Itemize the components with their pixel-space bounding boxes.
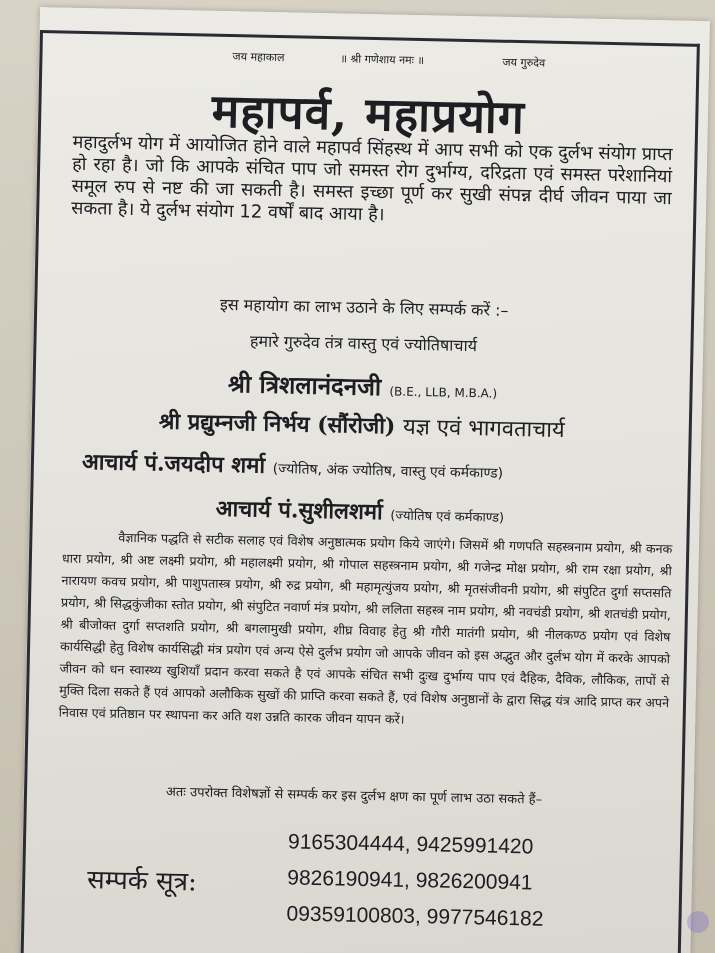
poster-title: महापर्व, महाप्रयोग [211,83,526,145]
contact-prompt: इस महायोग का लाभ उठाने के लिए सम्पर्क करें :– [219,294,509,320]
intro-paragraph: महादुर्लभ योग में आयोजित होने वाले महापर्व सिंहस्थ में आप सभी को एक दुर्लभ संयोग प्राप्त हो रहा है। जो कि आपके संचित पाप जो समस्त रोग दुर्भाग्य, दरिद्रता एवं समस्त परेशानियां समूल रुप से नष्ट की जा सकती है। समस्त इच्छा पूर्ण कर सुखी संपन्न दीर्घ जीवन पाया जा सकता है। ये दुर्लभ संयोग 12 वर्षों बाद आया है। [71,131,673,226]
header-left: जय महाकाल [232,50,285,65]
header-row [43,45,697,70]
phone-numbers [286,824,545,937]
person-3-name: आचार्य पं.जयदीप शर्मा [81,448,266,479]
person-4-name: आचार्य पं.सुशीलशर्मा [215,495,384,526]
services-paragraph [58,526,672,737]
person-1-name: श्री त्रिशलानंदनजी [227,369,382,402]
header-right: जय गुरुदेव [502,55,546,70]
header-center: ॥ श्री गणेशाय नमः ॥ [340,52,425,68]
guru-line: हमारे गुरुदेव तंत्र वास्तु एवं ज्योतिषाचार्य [249,331,478,356]
services-text: वैज्ञानिक पद्धति से सटीक सलाह एवं विशेष अनुष्ठात्मक प्रयोग किये जाएंगे। जिसमें श्री गणपति सहस्त्रनाम प्रयोग, श्री कनक धारा प्रयोग, श्री अष्ट लक्ष्मी प्रयोग, श्री महालक्ष्मी प्रयोग, श्री गोपाल सहस्त्रनाम प्रयोग, श्री गजेन्द्र मोक्ष प्रयोग, श्री राम रक्षा प्रयोग, श्री नारायण कवच प्रयोग, श्री पाशुपतास्त्र प्रयोग, श्री रुद्र प्रयोग, श्री महामृत्युंजय प्रयोग, श्री मृतसंजीवनी प्रयोग, श्री संपुटित दुर्गा सप्तसति प्रयोग, श्री सिद्धकुंजीका स्तोत प्रयोग, श्री संपुटित नवार्ण मंत्र प्रयोग, श्री ललिता सहस्त्र नाम प्रयोग, श्री नवचंडी प्रयोग, श्री शतचंडी प्रयोग, श्री बीजोक्त दुर्गा सप्तशति प्रयोग, श्री बगलामुखी प्रयोग, शीघ्र विवाह हेतु श्री गौरी मातंगी प्रयोग, श्री नीलकण्ठ प्रयोग एवं विशेष कार्यसिद्धी हेतु विशेष कार्यसिद्धी मंत्र प्रयोग एवं अन्य ऐसे दुर्लभ प्रयोग जो आपके जीवन को इस अद्भुत और दुर्लभ योग में करके आपको जीवन को धन स्वास्थ्य खुशियाँ प्रदान करवा सकते है एवं आपके संचित सभी दुःख दुर्भाग्य पाप एवं दैहिक, दैविक, लौकिक, तापों से मुक्ति दिला सकते हैं एवं आपको अलौकिक सुखों की प्राप्ति करवा सकते हैं, एवं विशेष अनुष्ठानों के द्वारा सिद्ध यंत्र आदि प्राप्त कर अपने निवास एवं प्रतिष्ठान पर स्थापना कर अति यश उन्नति कारक जीवन यापन करें। [58,529,673,727]
person-2-qualification: यज्ञ एवं भागवताचार्य [402,414,565,444]
phone-line-2: 9826190941, 9826200941 [287,866,533,895]
person-3 [82,446,715,490]
ink-smudge [687,911,709,933]
person-4-qualification: (ज्योतिष एवं कर्मकाण्ड) [390,508,505,526]
person-2 [35,403,689,447]
person-3-qualification: (ज्योतिष, अंक ज्योतिष, वास्तु एवं कर्मकाण्ड) [272,460,504,482]
contact-label: सम्पर्क सूत्र: [86,865,198,898]
closing-line: अतः उपरोक्त विशेषज्ञों से सम्पर्क कर इस दुर्लभ क्षण का पूर्ण लाभ उठा सकते हैं– [165,784,543,808]
poster [20,30,700,953]
person-2-name: श्री प्रद्युम्नजी निर्भय (सौंरोजी) [158,408,396,440]
phone-line-1: 9165304444, 9425991420 [287,830,534,859]
person-1-qualification: (B.E., LLB, M.B.A.) [389,384,498,401]
person-1 [35,363,690,410]
phone-line-3: 09359100803, 9977546182 [286,902,544,931]
contact-block [24,819,680,953]
